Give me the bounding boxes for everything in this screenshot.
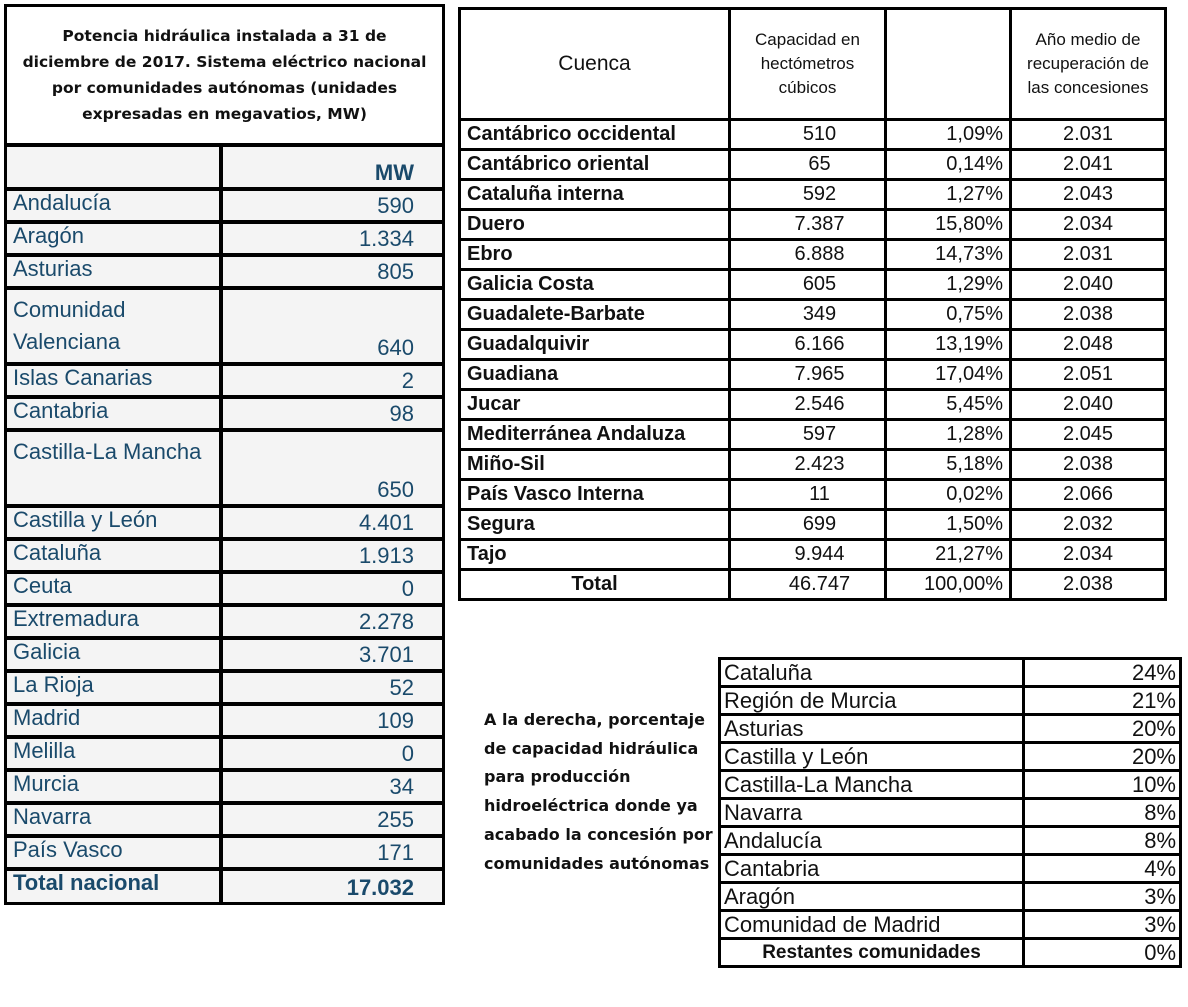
basin-year: 2.048 [1011, 330, 1166, 360]
basin-percent: 5,18% [886, 450, 1011, 480]
table-row [460, 150, 1166, 180]
basin-capacity: 510 [730, 120, 886, 150]
basin-year: 2.032 [1011, 510, 1166, 540]
table-row [460, 330, 1166, 360]
basin-name: Guadalete-Barbate [460, 300, 730, 330]
basin-capacity: 592 [730, 180, 886, 210]
note-text: A la derecha, porcentaje de capacidad hidráulica para producción hidroeléctrica donde ya acabado la concesión por comunidades autónomas [484, 710, 713, 873]
table-row [460, 510, 1166, 540]
basin-year: 2.043 [1011, 180, 1166, 210]
total-row [7, 869, 442, 902]
basin-table [458, 7, 1167, 601]
basin-percent: 21,27% [886, 540, 1011, 570]
region-mw: 640 [221, 288, 442, 364]
region-mw: 650 [221, 430, 442, 506]
community-percent: 4% [1024, 855, 1181, 883]
region-name: La Rioja [7, 671, 221, 704]
table-row [7, 222, 442, 255]
year-header: Año medio de recuperación de las concesiones [1011, 9, 1166, 120]
basin-name: Cantábrico oriental [460, 150, 730, 180]
region-mw: 3.701 [221, 638, 442, 671]
table-row [460, 180, 1166, 210]
basin-capacity: 9.944 [730, 540, 886, 570]
table-row [460, 390, 1166, 420]
table-row [720, 659, 1181, 687]
table-row [460, 240, 1166, 270]
basin-name: Cantábrico occidental [460, 120, 730, 150]
basin-percent: 14,73% [886, 240, 1011, 270]
community-percent: 8% [1024, 799, 1181, 827]
table-row [7, 704, 442, 737]
basin-year: 2.040 [1011, 270, 1166, 300]
region-mw: 1.334 [221, 222, 442, 255]
basin-percent: 1,09% [886, 120, 1011, 150]
basin-name: País Vasco Interna [460, 480, 730, 510]
rest-row [720, 939, 1181, 967]
basin-capacity: 2.546 [730, 390, 886, 420]
table-row [460, 120, 1166, 150]
basin-year: 2.051 [1011, 360, 1166, 390]
basin-year: 2.040 [1011, 390, 1166, 420]
table-row [720, 687, 1181, 715]
basin-capacity: 65 [730, 150, 886, 180]
community-name: Navarra [720, 799, 1024, 827]
total-value: 17.032 [221, 869, 442, 902]
basin-name: Guadalquivir [460, 330, 730, 360]
table-row [460, 420, 1166, 450]
table-row [7, 189, 442, 222]
community-name: Cataluña [720, 659, 1024, 687]
table-row [7, 430, 442, 506]
table-row [460, 480, 1166, 510]
table-row [7, 803, 442, 836]
mw-header: MW [221, 147, 442, 189]
table-row [460, 300, 1166, 330]
region-name: Cataluña [7, 539, 221, 572]
rest-label: Restantes comunidades [720, 939, 1024, 967]
basin-capacity: 11 [730, 480, 886, 510]
region-name: Galicia [7, 638, 221, 671]
table-row [7, 364, 442, 397]
region-name: Castilla y León [7, 506, 221, 539]
basin-percent: 13,19% [886, 330, 1011, 360]
table-row [720, 743, 1181, 771]
basin-percent: 0,02% [886, 480, 1011, 510]
table-row [460, 210, 1166, 240]
installed-power-grid [7, 147, 442, 902]
region-mw: 590 [221, 189, 442, 222]
basin-year: 2.038 [1011, 450, 1166, 480]
basin-percent: 15,80% [886, 210, 1011, 240]
region-name: Melilla [7, 737, 221, 770]
basin-year: 2.041 [1011, 150, 1166, 180]
table-row [460, 450, 1166, 480]
basin-percent: 5,45% [886, 390, 1011, 420]
region-name: Cantabria [7, 397, 221, 430]
table-row [7, 770, 442, 803]
region-mw: 1.913 [221, 539, 442, 572]
basin-name: Miño-Sil [460, 450, 730, 480]
region-name: Comunidad Valenciana [7, 288, 221, 364]
basin-percent: 1,50% [886, 510, 1011, 540]
basin-capacity: 605 [730, 270, 886, 300]
header-row [7, 147, 442, 189]
basin-capacity: 7.965 [730, 360, 886, 390]
table-row [720, 799, 1181, 827]
basin-percent: 1,28% [886, 420, 1011, 450]
basin-name: Duero [460, 210, 730, 240]
basin-year: 2.031 [1011, 120, 1166, 150]
community-name: Asturias [720, 715, 1024, 743]
table-row [7, 737, 442, 770]
basin-percent: 1,27% [886, 180, 1011, 210]
region-name: Aragón [7, 222, 221, 255]
table-row [7, 539, 442, 572]
table-row [720, 855, 1181, 883]
table-row [7, 638, 442, 671]
basin-header-row [460, 9, 1166, 120]
total-percent: 100,00% [886, 570, 1011, 600]
region-mw: 2 [221, 364, 442, 397]
basin-percent: 17,04% [886, 360, 1011, 390]
total-label: Total [460, 570, 730, 600]
basin-capacity: 2.423 [730, 450, 886, 480]
percent-header [886, 9, 1011, 120]
region-mw: 0 [221, 737, 442, 770]
basin-capacity: 597 [730, 420, 886, 450]
basin-capacity: 6.166 [730, 330, 886, 360]
region-mw: 52 [221, 671, 442, 704]
region-mw: 2.278 [221, 605, 442, 638]
region-mw: 171 [221, 836, 442, 869]
table-row [720, 883, 1181, 911]
community-name: Aragón [720, 883, 1024, 911]
basin-name: Cataluña interna [460, 180, 730, 210]
region-name: Madrid [7, 704, 221, 737]
table-row [460, 360, 1166, 390]
region-mw: 109 [221, 704, 442, 737]
basin-capacity: 6.888 [730, 240, 886, 270]
region-name: Castilla-La Mancha [7, 430, 221, 506]
basin-year: 2.038 [1011, 300, 1166, 330]
basin-name: Segura [460, 510, 730, 540]
community-percent: 8% [1024, 827, 1181, 855]
expired-concession-table [718, 657, 1182, 968]
region-name: Asturias [7, 255, 221, 288]
region-name: País Vasco [7, 836, 221, 869]
region-mw: 255 [221, 803, 442, 836]
table-row [7, 572, 442, 605]
total-label: Total nacional [7, 869, 221, 902]
basin-year: 2.031 [1011, 240, 1166, 270]
community-name: Cantabria [720, 855, 1024, 883]
basin-header: Cuenca [460, 9, 730, 120]
installed-power-title: Potencia hidráulica instalada a 31 de diciembre de 2017. Sistema eléctrico nacional por comunidades autónomas (unidades expresadas en megavatios, MW) [7, 7, 442, 147]
table-row [720, 827, 1181, 855]
community-name: Castilla-La Mancha [720, 771, 1024, 799]
region-name: Murcia [7, 770, 221, 803]
table-row [720, 911, 1181, 939]
rest-value: 0% [1024, 939, 1181, 967]
table-row [7, 836, 442, 869]
table-row [7, 255, 442, 288]
table-row [7, 288, 442, 364]
table-row [7, 605, 442, 638]
community-percent: 21% [1024, 687, 1181, 715]
total-capacity: 46.747 [730, 570, 886, 600]
community-percent: 20% [1024, 715, 1181, 743]
basin-capacity: 349 [730, 300, 886, 330]
basin-year: 2.045 [1011, 420, 1166, 450]
basin-year: 2.066 [1011, 480, 1166, 510]
basin-percent: 1,29% [886, 270, 1011, 300]
community-percent: 3% [1024, 883, 1181, 911]
capacity-header: Capacidad en hectómetros cúbicos [730, 9, 886, 120]
table-row [7, 671, 442, 704]
basin-capacity: 7.387 [730, 210, 886, 240]
region-name: Andalucía [7, 189, 221, 222]
region-mw: 4.401 [221, 506, 442, 539]
community-percent: 20% [1024, 743, 1181, 771]
basin-year: 2.034 [1011, 540, 1166, 570]
region-name: Ceuta [7, 572, 221, 605]
community-percent: 24% [1024, 659, 1181, 687]
community-name: Andalucía [720, 827, 1024, 855]
table-row [7, 397, 442, 430]
basin-name: Mediterránea Andaluza [460, 420, 730, 450]
region-name: Navarra [7, 803, 221, 836]
basin-year: 2.034 [1011, 210, 1166, 240]
region-name: Islas Canarias [7, 364, 221, 397]
installed-power-table [4, 4, 445, 905]
basin-name: Galicia Costa [460, 270, 730, 300]
community-name: Región de Murcia [720, 687, 1024, 715]
community-name: Comunidad de Madrid [720, 911, 1024, 939]
region-mw: 805 [221, 255, 442, 288]
region-mw: 0 [221, 572, 442, 605]
table-row [7, 506, 442, 539]
basin-name: Tajo [460, 540, 730, 570]
region-mw: 34 [221, 770, 442, 803]
total-year: 2.038 [1011, 570, 1166, 600]
basin-capacity: 699 [730, 510, 886, 540]
header-empty-cell [7, 147, 221, 189]
basin-name: Ebro [460, 240, 730, 270]
community-percent: 10% [1024, 771, 1181, 799]
basin-name: Guadiana [460, 360, 730, 390]
basin-name: Jucar [460, 390, 730, 420]
community-name: Castilla y León [720, 743, 1024, 771]
total-row [460, 570, 1166, 600]
community-percent: 3% [1024, 911, 1181, 939]
basin-percent: 0,14% [886, 150, 1011, 180]
region-name: Extremadura [7, 605, 221, 638]
region-mw: 98 [221, 397, 442, 430]
table-row [460, 540, 1166, 570]
table-row [720, 771, 1181, 799]
table-row [720, 715, 1181, 743]
basin-percent: 0,75% [886, 300, 1011, 330]
table-row [460, 270, 1166, 300]
